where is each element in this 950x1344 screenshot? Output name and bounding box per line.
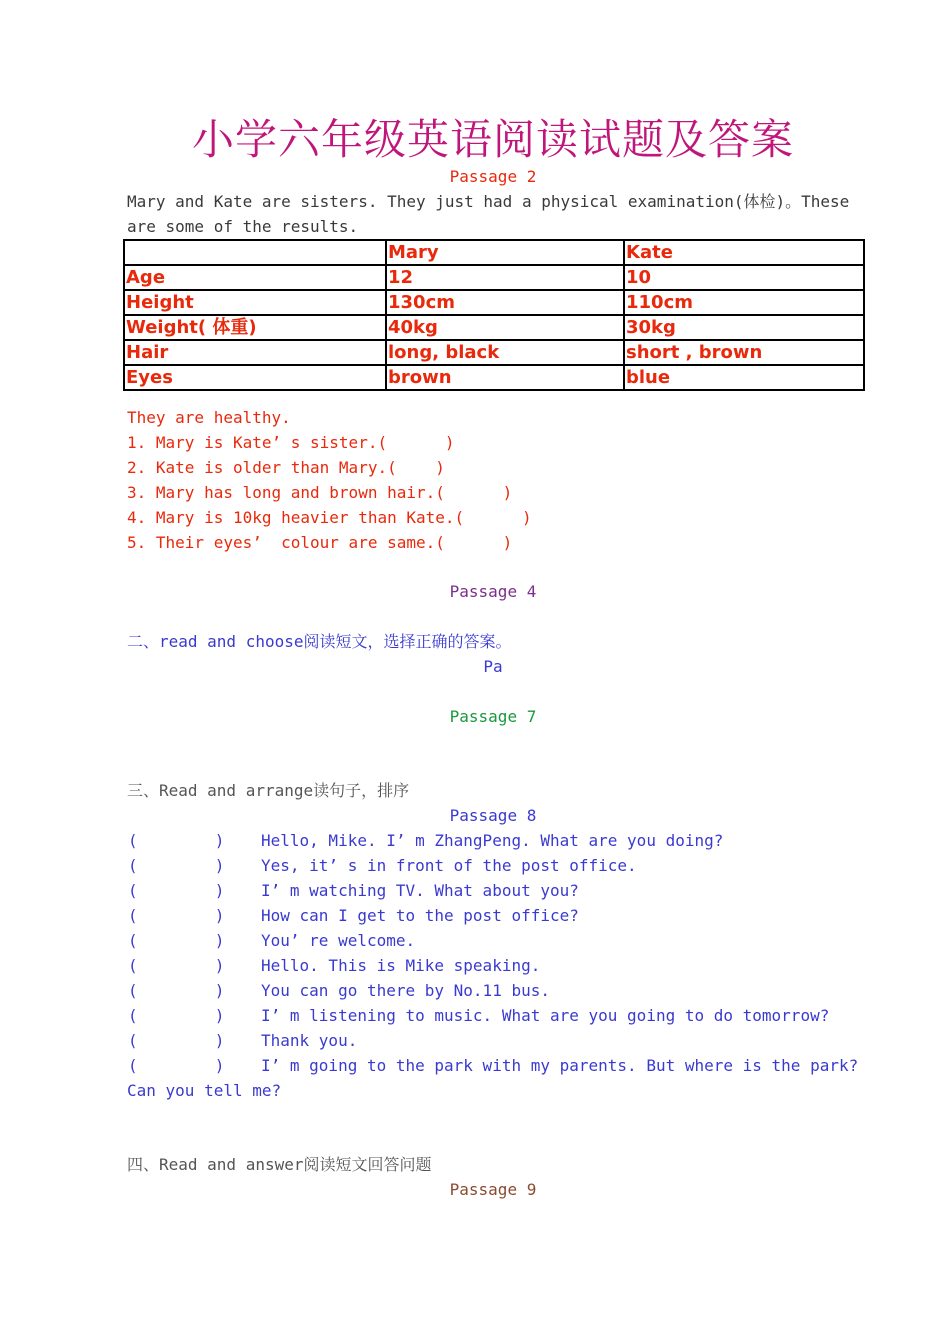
table-cell: 30kg xyxy=(624,315,864,340)
answer-blank: ( ) xyxy=(128,956,225,975)
table-row xyxy=(124,265,864,290)
section-3-heading: 三、Read and arrange读句子，排序 xyxy=(127,781,410,800)
table-cell: 130cm xyxy=(386,290,624,315)
table-row-label: Weight( 体重) xyxy=(124,315,386,340)
page-title: 小学六年级英语阅读试题及答案 xyxy=(191,115,794,164)
table-cell: brown xyxy=(386,365,624,390)
section-2-fragment: Pa xyxy=(483,657,503,676)
answer-blank: ( ) xyxy=(128,906,225,925)
passage-2-after-text: They are healthy. xyxy=(127,408,291,427)
table-cell: short , brown xyxy=(624,340,864,365)
passage-7-heading: Passage 7 xyxy=(449,707,537,726)
answer-blank: ( ) xyxy=(128,1006,225,1025)
table-row-label: Age xyxy=(124,265,386,290)
answer-blank: ( ) xyxy=(128,831,225,850)
passage-9-heading: Passage 9 xyxy=(449,1180,537,1199)
answer-blank: ( ) xyxy=(128,981,225,1000)
table-header-row xyxy=(124,240,864,265)
table-header-kate: Kate xyxy=(624,240,864,265)
arrange-sentence-10-continued: Can you tell me? xyxy=(127,1081,282,1100)
table-cell: 10 xyxy=(624,265,864,290)
arrange-sentence-5: You’ re welcome. xyxy=(261,931,416,950)
question-5: 5. Their eyes’ colour are same.( ) xyxy=(127,533,513,552)
arrange-sentence-3: I’ m watching TV. What about you? xyxy=(261,881,579,900)
question-3: 3. Mary has long and brown hair.( ) xyxy=(127,483,513,502)
section-4-heading: 四、Read and answer阅读短文回答问题 xyxy=(127,1155,432,1174)
passage-2-heading: Passage 2 xyxy=(449,167,537,186)
arrange-sentence-9: Thank you. xyxy=(261,1031,358,1050)
question-1: 1. Mary is Kate’ s sister.( ) xyxy=(127,433,455,452)
answer-blank: ( ) xyxy=(128,856,225,875)
answer-blank: ( ) xyxy=(128,1056,225,1075)
answer-blank: ( ) xyxy=(128,1031,225,1050)
table-row xyxy=(124,290,864,315)
results-table xyxy=(123,239,865,391)
passage-8-heading: Passage 8 xyxy=(449,806,537,825)
table-header-mary: Mary xyxy=(386,240,624,265)
table-row xyxy=(124,315,864,340)
passage-2-intro-line-2: are some of the results. xyxy=(127,217,359,236)
table-row xyxy=(124,365,864,390)
section-2-heading: 二、read and choose阅读短文，选择正确的答案。 xyxy=(127,632,512,651)
answer-blank: ( ) xyxy=(128,881,225,900)
table-cell: 40kg xyxy=(386,315,624,340)
arrange-sentence-1: Hello, Mike. I’ m ZhangPeng. What are you doing? xyxy=(261,831,724,850)
table-row-label: Eyes xyxy=(124,365,386,390)
table-row xyxy=(124,340,864,365)
arrange-sentence-8: I’ m listening to music. What are you going to do tomorrow? xyxy=(261,1006,830,1025)
table-cell: blue xyxy=(624,365,864,390)
passage-4-heading: Passage 4 xyxy=(449,582,537,601)
question-2: 2. Kate is older than Mary.( ) xyxy=(127,458,445,477)
table-cell xyxy=(124,240,386,265)
table-cell: 110cm xyxy=(624,290,864,315)
table-row-label: Height xyxy=(124,290,386,315)
arrange-sentence-7: You can go there by No.11 bus. xyxy=(261,981,550,1000)
answer-blank: ( ) xyxy=(128,931,225,950)
table-cell: 12 xyxy=(386,265,624,290)
arrange-sentence-2: Yes, it’ s in front of the post office. xyxy=(261,856,637,875)
table-row-label: Hair xyxy=(124,340,386,365)
arrange-sentence-6: Hello. This is Mike speaking. xyxy=(261,956,541,975)
arrange-sentence-4: How can I get to the post office? xyxy=(261,906,579,925)
passage-2-intro-line-1: Mary and Kate are sisters. They just had a physical examination(体检)。These xyxy=(127,192,850,211)
arrange-sentence-10: I’ m going to the park with my parents. But where is the park? xyxy=(261,1056,859,1075)
table-cell: long, black xyxy=(386,340,624,365)
question-4: 4. Mary is 10kg heavier than Kate.( ) xyxy=(127,508,532,527)
